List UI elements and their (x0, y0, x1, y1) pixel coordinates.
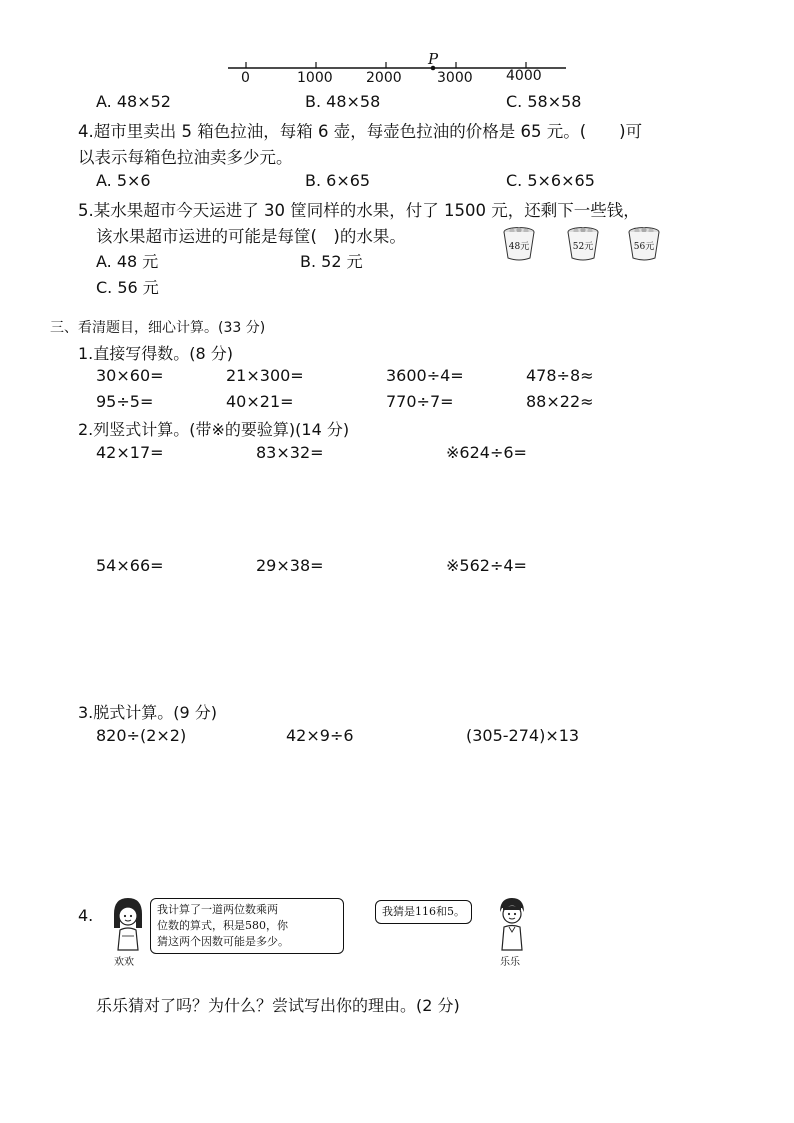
calc-item: 478÷8≈ (526, 366, 594, 385)
calc-item: 95÷5= (96, 392, 154, 411)
q4-stem-line2: 以表示每箱色拉油卖多少元。 (78, 148, 293, 167)
vertical-calc-item: 83×32= (256, 443, 324, 462)
q5-option-c: C. 56 元 (96, 278, 159, 297)
stepwise-calc-item: 820÷(2×2) (96, 726, 187, 745)
lele-name: 乐乐 (500, 957, 520, 968)
tick-label: 3000 (437, 70, 473, 86)
fruit-bucket-image (627, 226, 661, 262)
part4-number: 4. (78, 906, 94, 925)
huanhuan-name: 欢欢 (114, 957, 134, 968)
boy-lele-icon (492, 896, 532, 952)
section-title: 三、看清题目，细心计算。(33 分) (50, 320, 266, 336)
part1-title: 1.直接写得数。(8 分) (78, 344, 234, 363)
q5-stem-line2: 该水果超市运进的可能是每筐( )的水果。 (96, 227, 406, 246)
vertical-calc-item: 54×66= (96, 556, 164, 575)
calc-item: 770÷7= (386, 392, 454, 411)
tick-label: 4000 (506, 68, 542, 84)
bucket-price-label: 56元 (633, 242, 655, 252)
calc-item: 40×21= (226, 392, 294, 411)
calc-item: 88×22≈ (526, 392, 594, 411)
q4-stem-line1: 4.超市里卖出 5 箱色拉油，每箱 6 壶，每壶色拉油的价格是 65 元。( )可 (78, 122, 643, 141)
q4-option-a: A. 5×6 (96, 171, 151, 190)
bucket-price-label: 52元 (572, 242, 594, 252)
q3-option-b: B. 48×58 (305, 92, 381, 111)
q5-stem-line1: 5.某水果超市今天运进了 30 筐同样的水果，付了 1500 元，还剩下一些钱， (78, 201, 640, 220)
calc-item: 21×300= (226, 366, 304, 385)
stepwise-calc-item: 42×9÷6 (286, 726, 354, 745)
stepwise-calc-item: (305-274)×13 (466, 726, 580, 745)
number-line-point-label: P (428, 50, 439, 68)
q5-option-b: B. 52 元 (300, 252, 363, 271)
lele-speech-bubble (375, 900, 472, 924)
speech-line: 我计算了一道两位数乘两 (157, 903, 278, 916)
tick-label: 2000 (366, 70, 402, 86)
huanhuan-speech-bubble (150, 898, 344, 954)
part3-title: 3.脱式计算。(9 分) (78, 703, 218, 722)
q4-option-c: C. 5×6×65 (506, 171, 595, 190)
calc-item: 3600÷4= (386, 366, 464, 385)
girl-huanhuan-icon (108, 896, 148, 952)
q4-option-b: B. 6×65 (305, 171, 371, 190)
tick-label: 0 (241, 70, 250, 86)
vertical-calc-item: 29×38= (256, 556, 324, 575)
q3-option-c: C. 58×58 (506, 92, 582, 111)
speech-line: 我猜是116和5。 (382, 905, 465, 918)
calc-item: 30×60= (96, 366, 164, 385)
bucket-price-label: 48元 (508, 242, 530, 252)
fruit-bucket-image (502, 226, 536, 262)
tick-label: 1000 (297, 70, 333, 86)
vertical-calc-item: 42×17= (96, 443, 164, 462)
q5-option-a: A. 48 元 (96, 252, 159, 271)
vertical-calc-item: ※562÷4= (446, 556, 527, 575)
fruit-bucket-image (566, 226, 600, 262)
q3-option-a: A. 48×52 (96, 92, 171, 111)
part2-title: 2.列竖式计算。(带※的要验算)(14 分) (78, 420, 350, 439)
speech-line: 猜这两个因数可能是多少。 (157, 935, 289, 948)
vertical-calc-item: ※624÷6= (446, 443, 527, 462)
part4-question: 乐乐猜对了吗？为什么？尝试写出你的理由。(2 分) (96, 996, 460, 1015)
speech-line: 位数的算式，积是580，你 (157, 919, 288, 932)
